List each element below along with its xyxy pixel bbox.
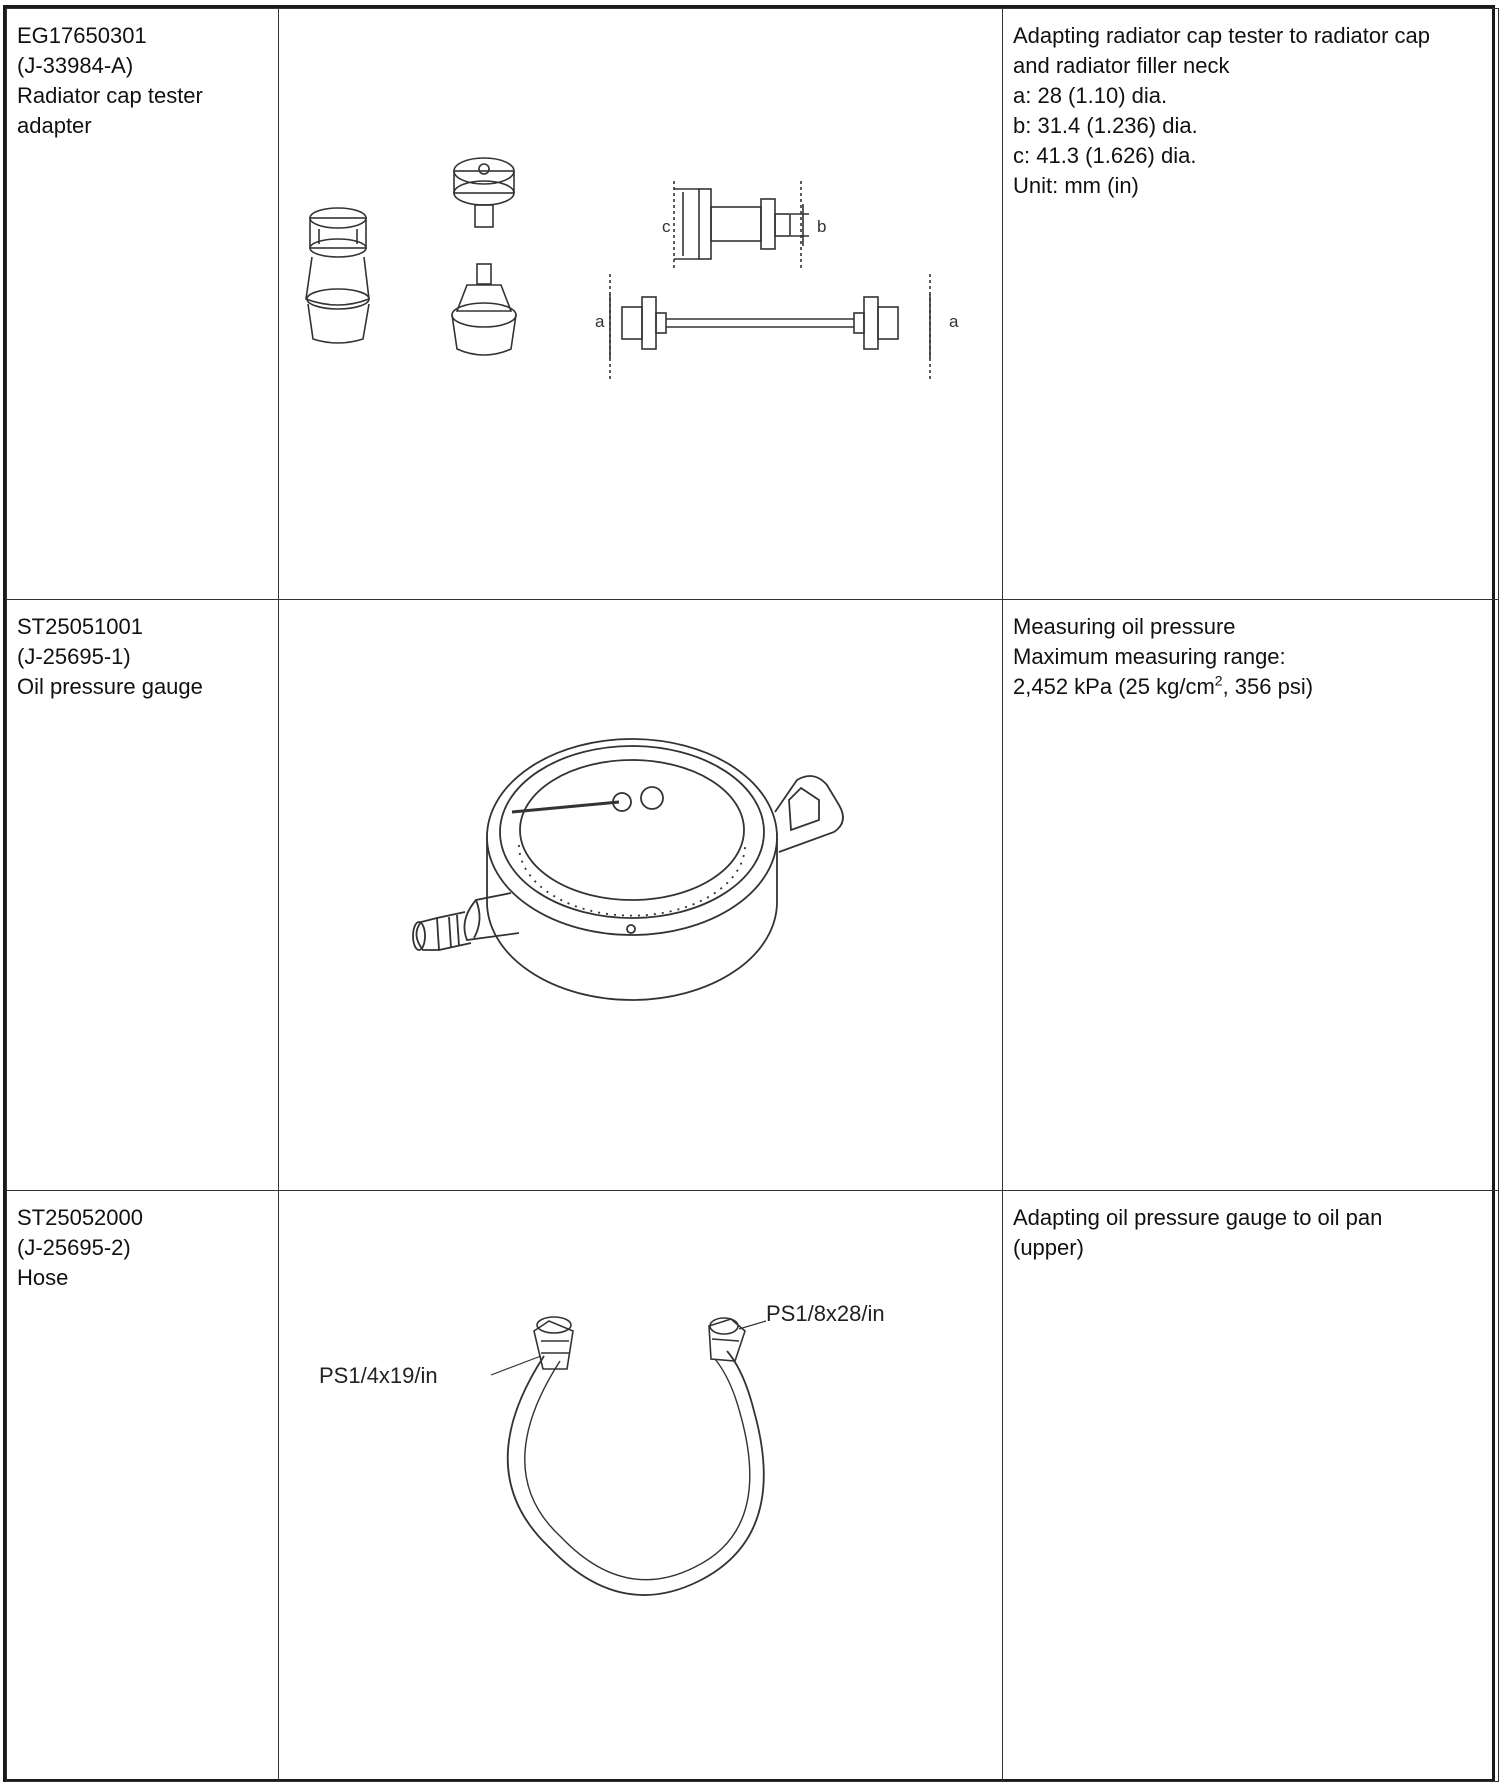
tool-id-cell bbox=[7, 600, 279, 1191]
usage-line: c: 41.3 (1.626) dia. bbox=[1013, 143, 1197, 168]
usage-line: Adapting radiator cap tester to radiator cap bbox=[1013, 23, 1431, 48]
usage-line: (upper) bbox=[1013, 1235, 1084, 1260]
table-row bbox=[7, 1191, 1499, 1782]
range-suffix: , 356 psi) bbox=[1222, 674, 1314, 699]
part-number: EG17650301 bbox=[17, 23, 147, 48]
tool-name-line: Hose bbox=[17, 1265, 69, 1290]
long-adapter-a-drawing bbox=[595, 274, 959, 381]
tools-table bbox=[6, 8, 1499, 1782]
table-row bbox=[7, 9, 1499, 600]
adapter-b-c-drawing bbox=[662, 181, 826, 269]
tool-usage-cell bbox=[1003, 600, 1499, 1191]
kent-moore-number: (J-33984-A) bbox=[17, 53, 134, 78]
tool-name-line: adapter bbox=[17, 113, 92, 138]
tool-id-cell bbox=[7, 1191, 279, 1782]
usage-line: and radiator filler neck bbox=[1013, 53, 1230, 78]
measuring-range bbox=[1013, 672, 1488, 702]
dim-label-b: b bbox=[817, 217, 827, 236]
usage-line: Measuring oil pressure bbox=[1013, 614, 1236, 639]
tool-usage-cell bbox=[1003, 9, 1499, 600]
tool-figure-cell bbox=[279, 600, 1003, 1191]
kent-moore-number: (J-25695-2) bbox=[17, 1235, 131, 1260]
dim-label-a: a bbox=[595, 312, 605, 331]
usage-line: Unit: mm (in) bbox=[1013, 173, 1139, 198]
part-number: ST25052000 bbox=[17, 1205, 143, 1230]
special-tools-table bbox=[3, 5, 1495, 1782]
tool-id-cell bbox=[7, 9, 279, 600]
usage-line: Adapting oil pressure gauge to oil pan bbox=[1013, 1205, 1383, 1230]
dim-label-c: c bbox=[662, 217, 671, 236]
usage-line: a: 28 (1.10) dia. bbox=[1013, 83, 1168, 108]
dim-label-a: a bbox=[949, 312, 959, 331]
usage-line: b: 31.4 (1.236) dia. bbox=[1013, 113, 1198, 138]
filler-neck-adapter-drawing bbox=[306, 208, 369, 343]
fitting-label-right: PS1/8x28/in bbox=[766, 1301, 885, 1326]
cap-pieces-drawing bbox=[452, 158, 516, 355]
range-superscript: 2 bbox=[1214, 672, 1223, 689]
oil-pressure-gauge-figure bbox=[279, 600, 1002, 1191]
kent-moore-number: (J-25695-1) bbox=[17, 644, 131, 669]
tool-name-line: Oil pressure gauge bbox=[17, 674, 203, 699]
usage-line: Maximum measuring range: bbox=[1013, 644, 1286, 669]
range-prefix: 2,452 kPa (25 kg/cm bbox=[1013, 674, 1215, 699]
tool-usage-cell bbox=[1003, 1191, 1499, 1782]
radiator-cap-adapter-figure bbox=[279, 9, 1002, 600]
tool-figure-cell bbox=[279, 9, 1003, 600]
tool-name-line: Radiator cap tester bbox=[17, 83, 203, 108]
part-number: ST25051001 bbox=[17, 614, 143, 639]
tool-figure-cell bbox=[279, 1191, 1003, 1782]
hose-figure bbox=[279, 1191, 1002, 1782]
fitting-label-left: PS1/4x19/in bbox=[319, 1363, 438, 1388]
table-row bbox=[7, 600, 1499, 1191]
